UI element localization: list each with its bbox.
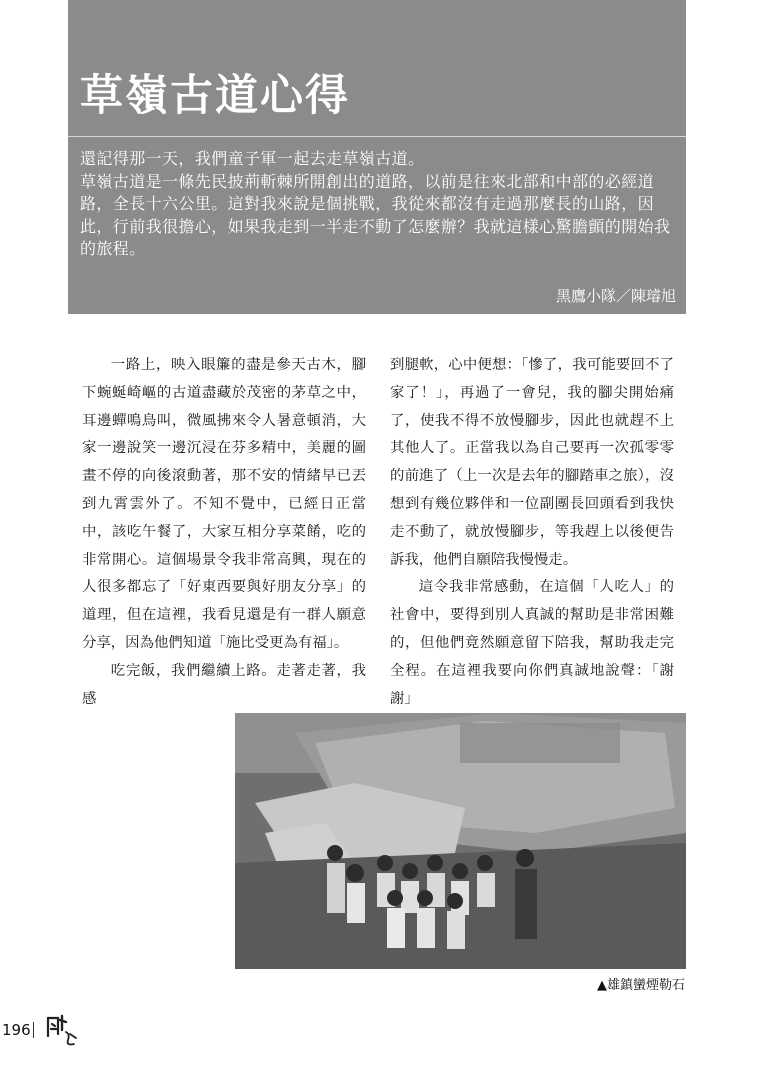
page-number-text: 196 xyxy=(2,1021,31,1039)
article-title: 草嶺古道心得 xyxy=(80,71,350,121)
body-paragraph: 這令我非常感動，在這個「人吃人」的社會中，要得到別人真誠的幫助是非常困難的，但他們竟然願意留下陪我，幫助我走完全程。在這裡我要向你們真誠地說聲：「謝謝」 xyxy=(390,579,674,707)
intro-paragraph: 還記得那一天，我們童子軍一起去走草嶺古道。 xyxy=(80,149,425,168)
body-paragraph: 到腿軟，心中便想：「慘了，我可能要回不了家了！」，再過了一會兒，我的腳尖開始痛了，使我不得不放慢腳步，因此也就趕不上其他人了。正當我以為自己要再一次孤零零的前進了（上一次是去年的腳踏車之旅），沒想到有幾位夥伴和一位副團長回頭看到我快走不動了，就放慢腳步，等我趕上以後便告訴我，他們自願陪我慢慢走。 xyxy=(390,357,674,568)
page-number xyxy=(2,1021,34,1039)
group-photo xyxy=(235,713,686,969)
body-column-left xyxy=(82,352,366,713)
title-divider xyxy=(68,136,686,137)
article-intro xyxy=(80,148,680,261)
calligraphy-logo-icon xyxy=(44,1014,80,1048)
author-byline: 黑鷹小隊／陳璿旭 xyxy=(555,287,676,305)
group-photo-illustration xyxy=(235,713,686,969)
body-paragraph: 吃完飯，我們繼續上路。走著走著，我感 xyxy=(82,662,366,707)
page-number-divider xyxy=(33,1022,34,1038)
body-column-right xyxy=(390,352,674,713)
intro-paragraph: 草嶺古道是一條先民披荊斬棘所開創出的道路，以前是往來北部和中部的必經道路，全長十六公里。這對我來說是個挑戰，我從來都沒有走過那麼長的山路，因此，行前我很擔心，如果我走到一半走不動了怎麼辦？我就這樣心驚膽顫的開始我的旅程。 xyxy=(80,171,671,258)
body-paragraph: 一路上，映入眼簾的盡是參天古木，腳下蜿蜒崎嶇的古道盡藏於茂密的茅草之中，耳邊蟬鳴鳥叫，微風拂來令人暑意頓消，大家一邊說笑一邊沉浸在芬多精中，美麗的圖畫不停的向後滾動著，那不安的情緒早已丟到九霄雲外了。不知不覺中，已經日正當中，該吃午餐了，大家互相分享菜餚，吃的非常開心。這個場景令我非常高興，現在的人很多都忘了「好東西要與好朋友分享」的道理，但在這裡，我看見還是有一群人願意分享，因為他們知道「施比受更為有福」。 xyxy=(82,357,366,651)
photo-caption: ▲雄鎮蠻煙勒石 xyxy=(597,978,685,993)
